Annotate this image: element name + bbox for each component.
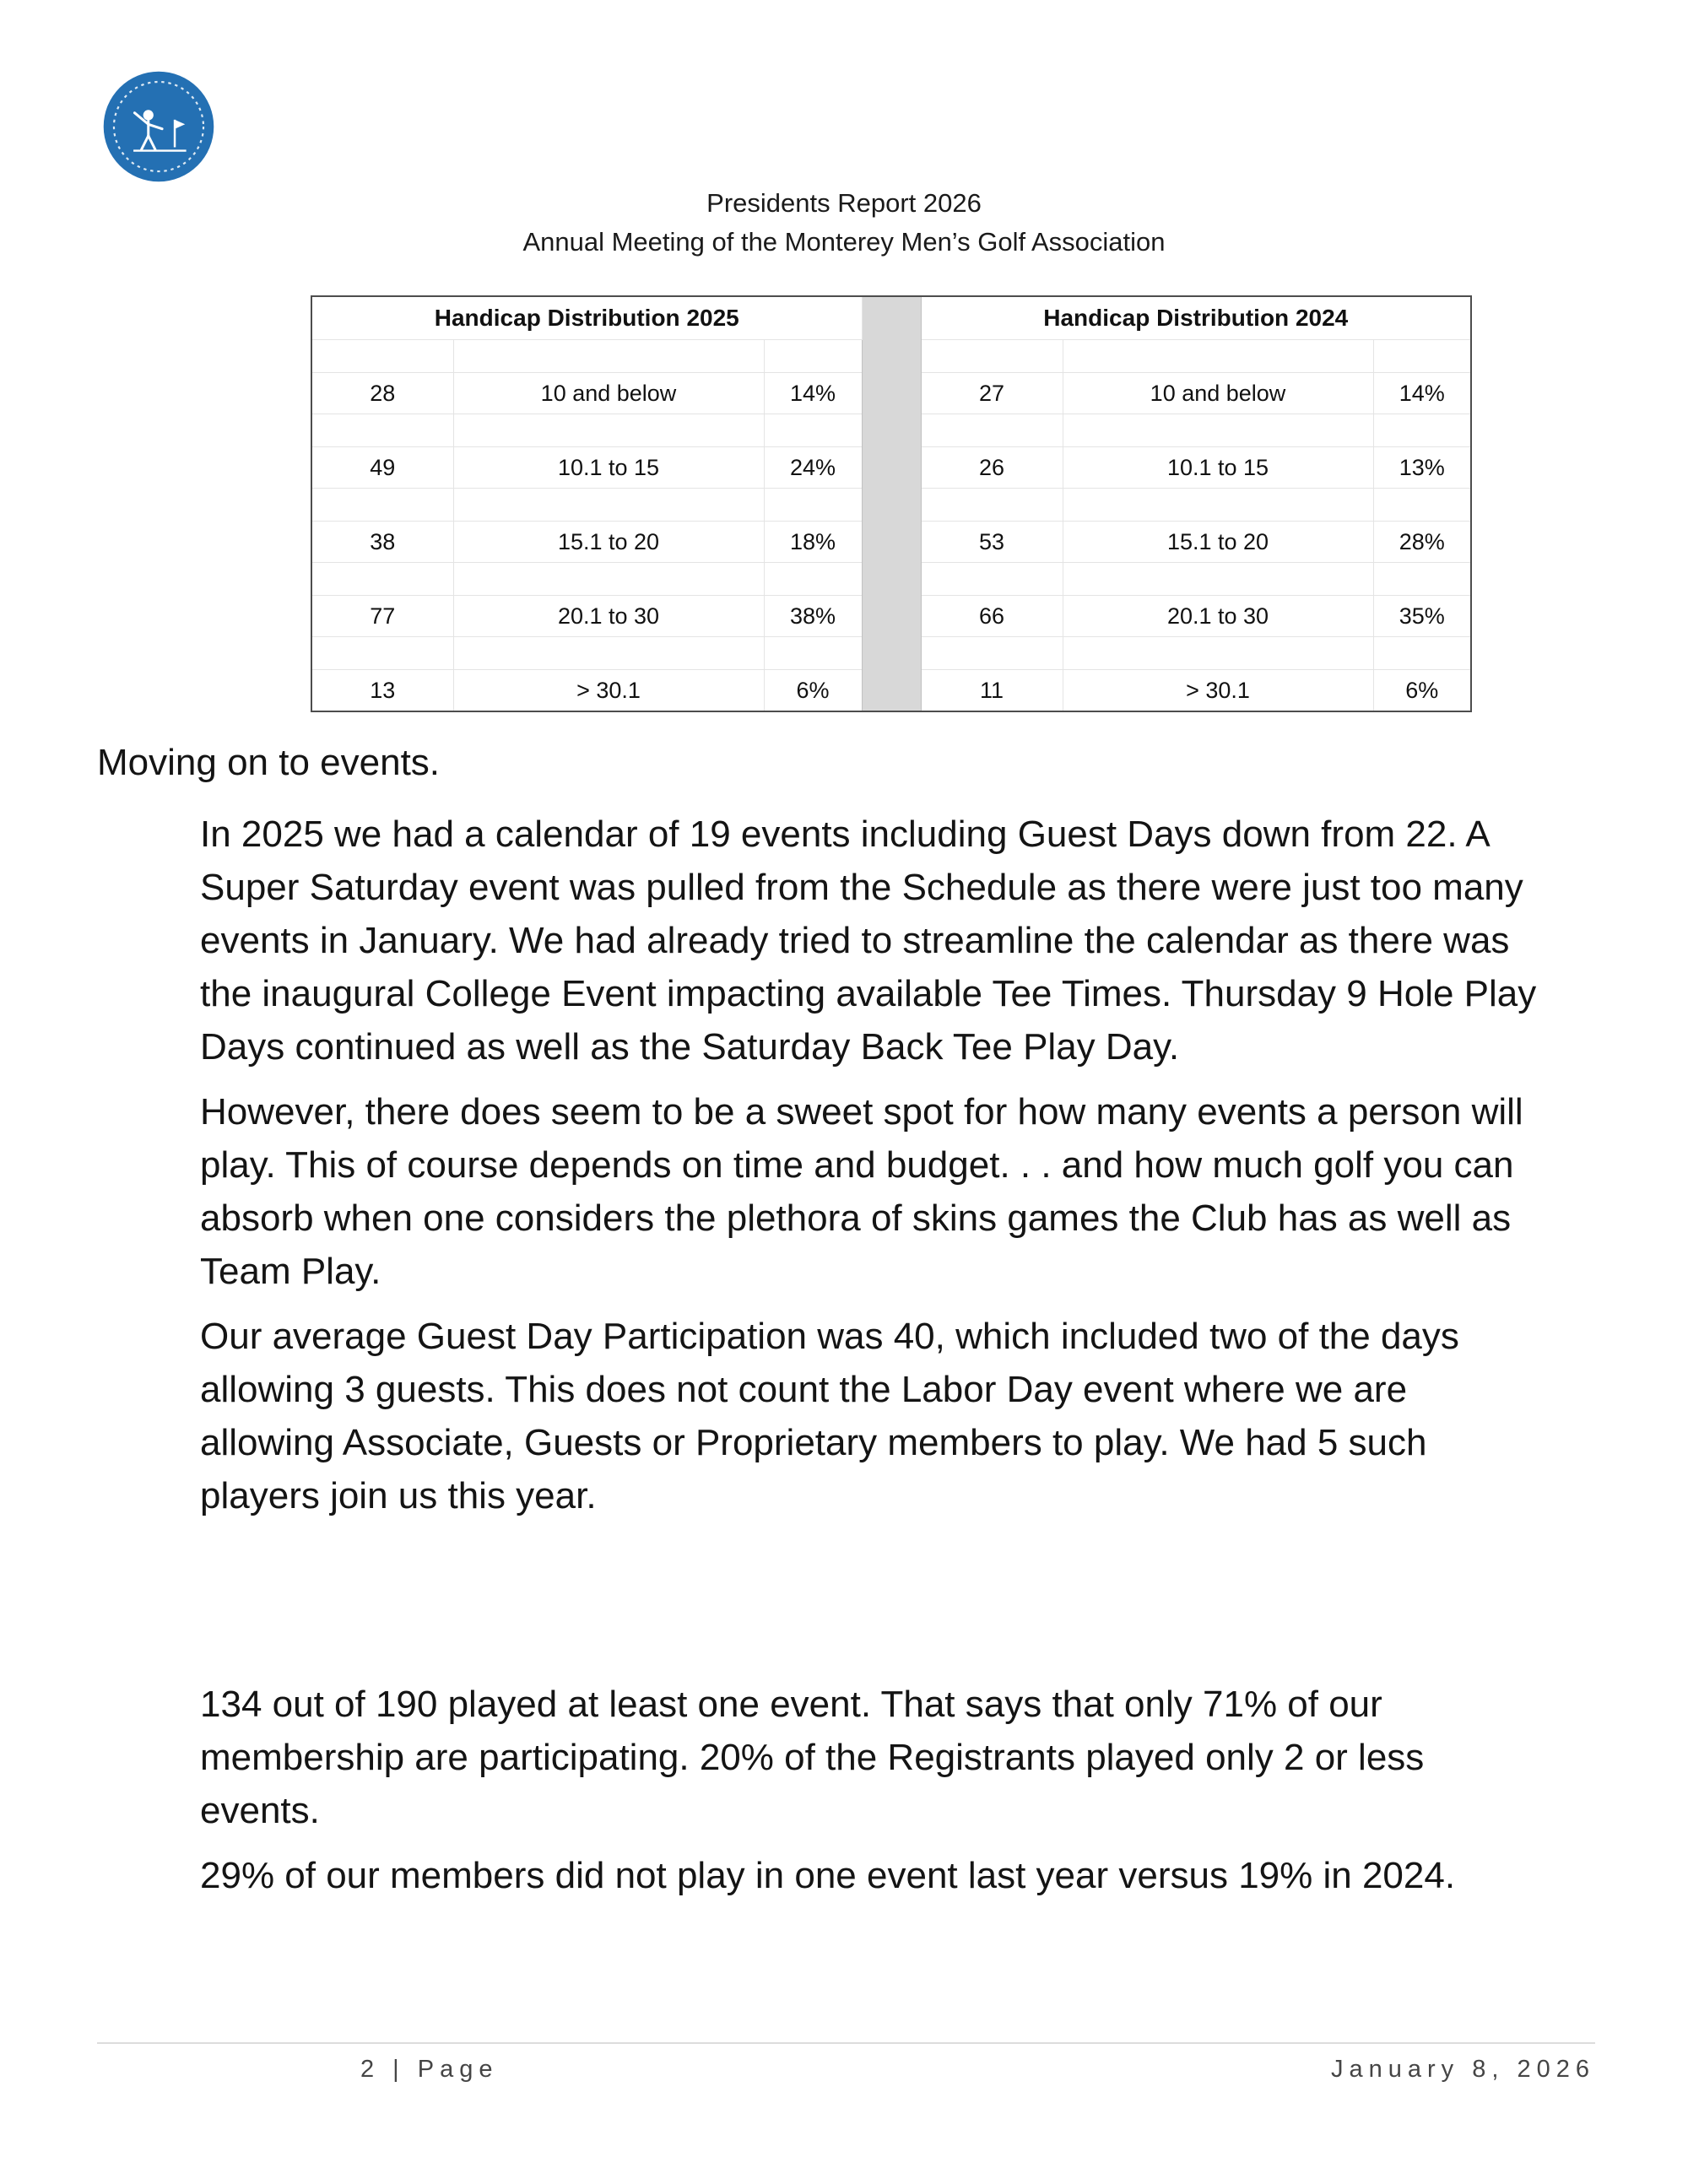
paragraph-guest-day: Our average Guest Day Participation was 40, which included two of the days allowing 3 guests. This does not count the Labor Day event where we are allowing Associate, Guests or Proprietary members to play. We had 5 such players join us this year. (200, 1316, 1459, 1516)
range-cell: 15.1 to 20 (453, 522, 764, 563)
range-cell: > 30.1 (453, 670, 764, 712)
count-cell: 66 (921, 596, 1063, 637)
pct-cell: 6% (1373, 670, 1471, 712)
body-text (0, 736, 1688, 1902)
club-logo-graphic (101, 69, 216, 184)
range-cell: 10.1 to 15 (453, 447, 764, 489)
club-logo (101, 69, 216, 184)
pct-cell: 14% (1373, 373, 1471, 414)
footer-date: January 8, 2026 (1331, 2056, 1595, 2083)
report-subtitle: Annual Meeting of the Monterey Men’s Golf Association (522, 227, 1166, 257)
table-header-row (311, 296, 1471, 340)
paragraph-participation: 134 out of 190 played at least one event. That says that only 71% of our membership are participating. 20% of the Registrants played only 2 or less events. (200, 1684, 1425, 1831)
pct-cell: 38% (764, 596, 862, 637)
range-cell: 10 and below (453, 373, 764, 414)
vertical-gap (97, 1534, 1549, 1678)
count-cell: 11 (921, 670, 1063, 712)
count-cell: 27 (921, 373, 1063, 414)
count-cell: 26 (921, 447, 1063, 489)
paragraph-sweet-spot: However, there does seem to be a sweet spot for how many events a person will play. This of course depends on time and budget. . . and how much golf you can absorb when one considers the plethora of skins games the Club has as well as Team Play. (200, 1091, 1523, 1292)
report-title: Presidents Report 2026 (706, 188, 982, 218)
handicap-table (311, 295, 1472, 712)
pct-cell: 18% (764, 522, 862, 563)
count-cell: 28 (311, 373, 453, 414)
range-cell: 10 and below (1063, 373, 1373, 414)
paragraph-non-players: 29% of our members did not play in one event last year versus 19% in 2024. (200, 1855, 1456, 1896)
pct-cell: 28% (1373, 522, 1471, 563)
count-cell: 53 (921, 522, 1063, 563)
table-center-divider (862, 296, 921, 711)
count-cell: 38 (311, 522, 453, 563)
section-intro: Moving on to events. (97, 742, 441, 783)
pct-cell: 13% (1373, 447, 1471, 489)
page-footer (97, 2042, 1595, 2084)
table-title-2024: Handicap Distribution 2024 (921, 296, 1471, 340)
pct-cell: 14% (764, 373, 862, 414)
range-cell: 20.1 to 30 (1063, 596, 1373, 637)
count-cell: 49 (311, 447, 453, 489)
pct-cell: 35% (1373, 596, 1471, 637)
paragraph-events-calendar: In 2025 we had a calendar of 19 events including Guest Days down from 22. A Super Saturday event was pulled from the Schedule as there were just too many events in January. We had already tried to streamline the calendar as there was the inaugural College Event impacting available Tee Times. Thursday 9 Hole Play Days continued as well as the Saturday Back Tee Play Day. (200, 814, 1537, 1068)
range-cell: 15.1 to 20 (1063, 522, 1373, 563)
pct-cell: 6% (764, 670, 862, 712)
range-cell: > 30.1 (1063, 670, 1373, 712)
count-cell: 77 (311, 596, 453, 637)
table-title-2025: Handicap Distribution 2025 (311, 296, 862, 340)
pct-cell: 24% (764, 447, 862, 489)
range-cell: 10.1 to 15 (1063, 447, 1373, 489)
range-cell: 20.1 to 30 (453, 596, 764, 637)
document-header (0, 0, 1688, 262)
count-cell: 13 (311, 670, 453, 712)
page-number: 2 | Page (360, 2056, 499, 2083)
